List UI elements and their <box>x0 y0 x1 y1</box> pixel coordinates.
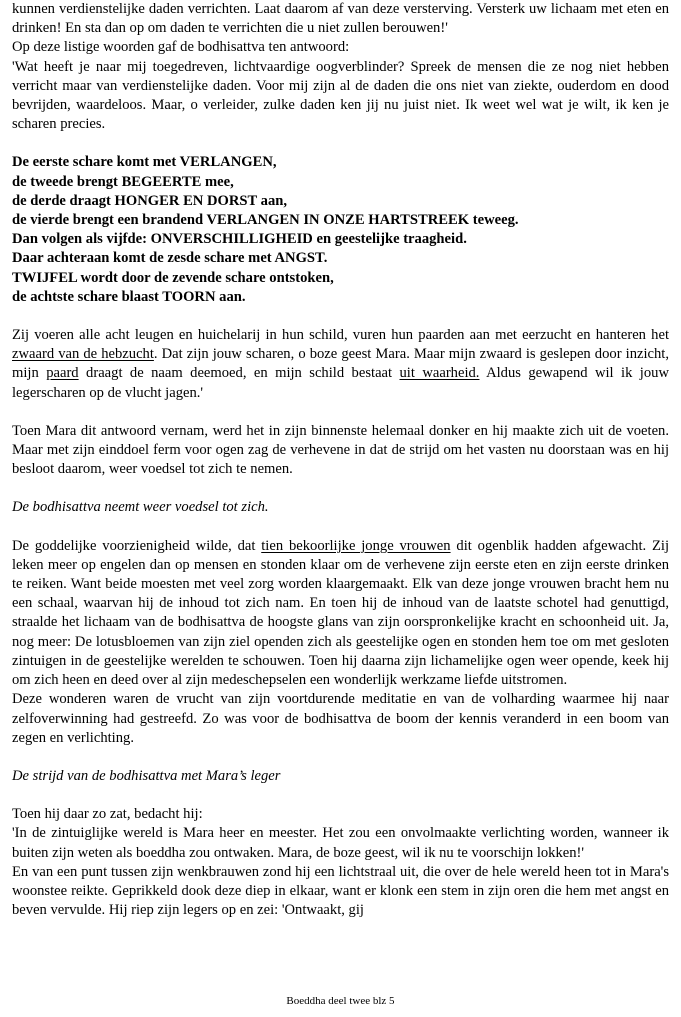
verse-line: de tweede brengt BEGEERTE mee, <box>12 173 234 190</box>
verse-line: Dan volgen als vijfde: ONVERSCHILLIGHEID en geestelijke traagheid. <box>12 231 467 248</box>
paragraph-8: Toen hij daar zo zat, bedacht hij: <box>12 806 203 823</box>
page-footer: Boeddha deel twee blz 5 <box>286 995 395 1007</box>
verse-line: de achtste schare blaast TOORN aan. <box>12 288 246 305</box>
paragraph-5: Toen Mara dit antwoord vernam, werd het in zijn binnenste helemaal donker en hij maakte zich uit de voeten. Maar met zijn einddoel ferm voor ogen zag de verhevene in dat de strijd om het vasten nu doorstaan was en hij besloot daarom, weer voedsel tot zich te nemen. <box>12 422 669 478</box>
paragraph-6: De goddelijke voorzienigheid wilde, dat tien bekoorlijke jonge vrouwen dit ogenblik hadden afgewacht. Zij leken meer op engelen dan op mensen en stonden klaar om de verhevene zijn eerste eten en zijn eerste drinken te reiken. Want beide moesten met veel zorg worden klaargemaakt. Elk van deze jonge vrouwen bracht hem nu een schaal, waarvan hij de inhoud tot zich nam. En toen hij de inhoud van de laatste schotel had genuttigd, straalde het lichaam van de bodhisattva de hoogste glans van zijn oorspronkelijke kracht en schoonheid uit. Ja, nog meer: De lotusbloemen van zijn ziel openden zich als geestelijke ogen en stonden hem toe om met gesloten zintuigen in de geestelijke werelden te schouwen. Toen hij daarna zijn lichamelijke ogen weer opende, keek hij om zich heen en deed over al zijn medeschepselen een wonderlijk werkzame liefde uitstromen. <box>12 537 670 689</box>
verse-line: TWIJFEL wordt door de zevende schare ontstoken, <box>12 269 334 286</box>
paragraph-3: 'Wat heeft je naar mij toegedreven, lichtvaardige oogverblinder? Spreek de mensen die ze nog niet hebben verricht maar van verdienstelijke daden. Voor mij zijn al de daden die ons niet van ziekte, ouderdom en dood bevrijden, waardeloos. Maar, o verleider, zulke daden ken jij nu juist niet. Ik weet wel wat je wilt, ik ken je scharen precies. <box>12 58 669 133</box>
underlined-phrase: tien bekoorlijke jonge vrouwen <box>261 537 451 554</box>
paragraph-1: kunnen verdienstelijke daden verrichten. Laat daarom af van deze versterving. Versterk uw lichaam met eten en drinken! En sta dan op om daden te verrichten die u niet zullen berouwen!' <box>12 1 669 37</box>
paragraph-9: 'In de zintuiglijke wereld is Mara heer en meester. Het zou een onvolmaakte verlichting worden, wanneer ik buiten zijn weten als boeddha zou ontwaken. Mara, de boze geest, wil ik nu te voorschijn lokken!' <box>12 825 669 861</box>
underlined-phrase: zwaard van de hebzucht <box>12 346 154 363</box>
paragraph-2: Op deze listige woorden gaf de bodhisattva ten antwoord: <box>12 39 350 56</box>
verse-line: de vierde brengt een brandend VERLANGEN IN ONZE HARTSTREEK teweeg. <box>12 212 519 229</box>
paragraph-7: Deze wonderen waren de vrucht van zijn voortdurende meditatie en van de volharding waarmee hij naar zelfoverwinning had gestreefd. Zo was voor de bodhisattva de boom der kennis veranderd in een boom van zegen en verlichting. <box>12 691 669 746</box>
paragraph-4: Zij voeren alle acht leugen en huichelarij in hun schild, vuren hun paarden aan met eerzucht en hanteren het zwaard van de hebzucht. Dat zijn jouw scharen, o boze geest Mara. Maar mijn zwaard is geslepen door inzicht, mijn paard draagt de naam deemoed, en mijn schild bestaat uit waarheid. Aldus gewapend wil ik jouw legerscharen op de vlucht jagen.' <box>12 327 669 401</box>
verse-line: de derde draagt HONGER EN DORST aan, <box>12 192 288 209</box>
paragraph-10: En van een punt tussen zijn wenkbrauwen zond hij een lichtstraal uit, die over de hele wereld heen tot in Mara's woonstee reikte. Geprikkeld dook deze diep in elkaar, want er klonk een stem in zijn oren die hem met angst en beven vervulde. Hij riep zijn legers op en zei: 'Ontwaakt, gij <box>12 863 669 919</box>
verse-line: Daar achteraan komt de zesde schare met ANGST. <box>12 250 328 267</box>
section-heading: De strijd van de bodhisattva met Mara’s leger <box>12 767 281 784</box>
underlined-phrase: paard <box>46 365 79 382</box>
verse-line: De eerste schare komt met VERLANGEN, <box>12 154 277 171</box>
section-heading: De bodhisattva neemt weer voedsel tot zich. <box>12 499 269 516</box>
verse-block <box>12 153 669 307</box>
page-body <box>12 0 669 920</box>
underlined-phrase: uit waarheid. <box>399 365 480 382</box>
